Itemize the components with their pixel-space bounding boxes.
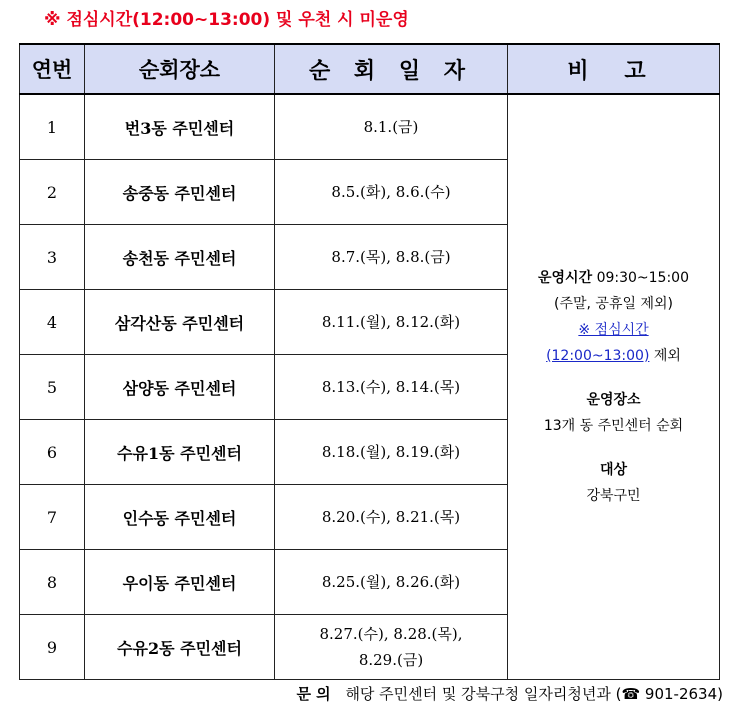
row-dates-line2: 8.29.(금)	[358, 651, 424, 669]
contact-label: 문 의	[296, 685, 331, 703]
target-label: 대상	[599, 462, 628, 478]
row-place: 삼각산동 주민센터	[85, 290, 275, 355]
lunch-break-line2	[508, 343, 719, 369]
contact-footer	[296, 683, 723, 705]
row-number: 9	[20, 615, 85, 680]
row-dates: 8.25.(월), 8.26.(화)	[275, 550, 508, 615]
row-number: 5	[20, 355, 85, 420]
target-value: 강북구민	[586, 488, 641, 504]
operating-hours-value: 09:30~15:00	[596, 270, 689, 286]
row-place: 송중동 주민센터	[85, 160, 275, 225]
header-remarks: 비 고	[508, 44, 720, 94]
remarks-cell	[508, 94, 720, 680]
row-number: 2	[20, 160, 85, 225]
row-place: 수유1동 주민센터	[85, 420, 275, 485]
table-row	[20, 94, 720, 160]
row-dates: 8.20.(수), 8.21.(목)	[275, 485, 508, 550]
operating-place-value: 13개 동 주민센터 순회	[543, 418, 684, 434]
row-number: 6	[20, 420, 85, 485]
row-place: 인수동 주민센터	[85, 485, 275, 550]
lunch-break-line1: ※ 점심시간	[578, 322, 649, 338]
operating-hours-label: 운영시간	[538, 270, 593, 286]
row-dates: 8.18.(월), 8.19.(화)	[275, 420, 508, 485]
lunch-rain-notice: ※ 점심시간(12:00~13:00) 및 우천 시 미운영	[44, 10, 409, 30]
lunch-break-time: (12:00~13:00)	[546, 348, 650, 364]
row-number: 3	[20, 225, 85, 290]
contact-text: 해당 주민센터 및 강북구청 일자리청년과	[345, 685, 611, 703]
row-number: 7	[20, 485, 85, 550]
row-place: 우이동 주민센터	[85, 550, 275, 615]
row-dates-line1: 8.27.(수), 8.28.(목),	[319, 625, 463, 643]
contact-phone: (☎ 901-2634)	[615, 685, 723, 703]
table-header-row	[20, 44, 720, 94]
header-dates: 순 회 일 자	[275, 44, 508, 94]
row-number: 1	[20, 94, 85, 160]
row-dates: 8.13.(수), 8.14.(목)	[275, 355, 508, 420]
row-dates: 8.11.(월), 8.12.(화)	[275, 290, 508, 355]
row-dates: 8.7.(목), 8.8.(금)	[275, 225, 508, 290]
row-place: 송천동 주민센터	[85, 225, 275, 290]
row-place: 삼양동 주민센터	[85, 355, 275, 420]
row-dates	[275, 615, 508, 680]
operating-hours	[508, 265, 719, 291]
row-dates: 8.5.(화), 8.6.(수)	[275, 160, 508, 225]
row-place: 수유2동 주민센터	[85, 615, 275, 680]
row-number: 8	[20, 550, 85, 615]
header-place: 순회장소	[85, 44, 275, 94]
row-number: 4	[20, 290, 85, 355]
operating-place-label: 운영장소	[586, 392, 641, 408]
row-dates: 8.1.(금)	[275, 94, 508, 160]
schedule-table	[19, 43, 720, 680]
lunch-break-excluded: 제외	[653, 348, 681, 364]
header-number: 연번	[20, 44, 85, 94]
row-place: 번3동 주민센터	[85, 94, 275, 160]
operating-hours-exclusion: (주말, 공휴일 제외)	[554, 296, 673, 312]
